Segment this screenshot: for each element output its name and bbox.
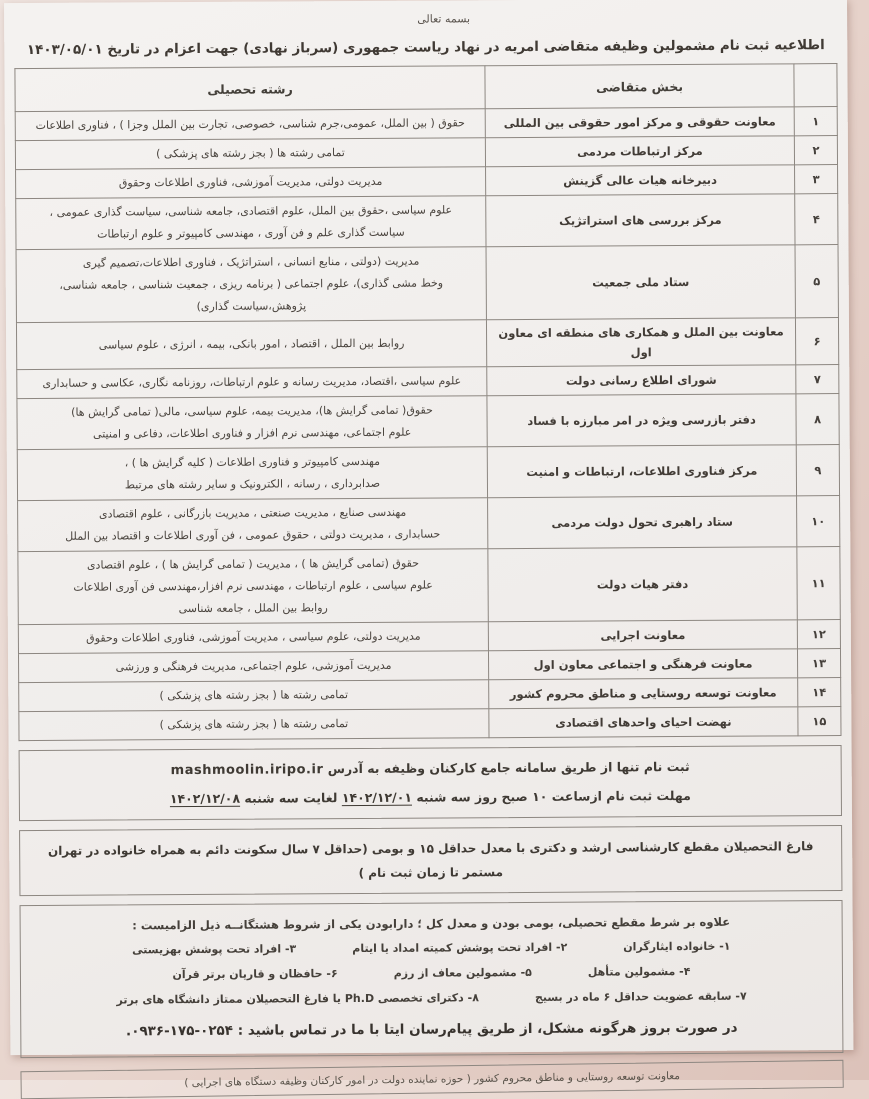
issuer-footer: معاونت توسعه روستایی و مناطق محروم کشور ( حوزه نماینده دولت در امور کارکنان وظیفه دستگاه های اجرایی ) [20, 1060, 843, 1099]
condition-item: ۱- خانواده ایثارگران [623, 939, 731, 954]
fields-cell: مدیریت دولتی، علوم سیاسی ، مدیریت آموزشی، فناوری اطلاعات وحقوق [18, 622, 488, 654]
table-row [18, 547, 840, 625]
condition-item: ۳- افراد تحت پوشش بهزیستی [132, 942, 297, 957]
conditions-heading: علاوه بر شرط مقطع تحصیلی، بومی بودن و معدل کل ؛ دارابودن یکی از شروط هشتگانــه ذیل الزامیست : [132, 914, 731, 933]
section-cell: دفتر هیات دولت [488, 547, 797, 622]
table-row [16, 194, 838, 250]
fields-cell: تمامی رشته ها ( بجز رشته های پزشکی ) [15, 138, 485, 170]
fields-cell: مدیریت دولتی، مدیریت آموزشی، فناوری اطلاعات وحقوق [16, 167, 486, 199]
eligibility-note-box [19, 825, 842, 896]
row-number-cell: ۱ [794, 107, 837, 136]
sections-table [14, 63, 841, 741]
fields-cell: مهندسی کامپیوتر و فناوری اطلاعات ( کلیه گرایش ها ) ، صدابرداری ، رسانه ، الکترونیک و سایر رشته های مرتبط [17, 447, 487, 501]
deadline-text-2: لغایت سه شنبه [244, 790, 338, 806]
contact-text: در صورت بروز هرگونه مشکل، از طریق پیام‌رسان ایتا با ما در تماس باشید : [237, 1019, 738, 1039]
section-cell: دبیرخانه هیات عالی گزینش [486, 165, 795, 196]
fields-cell: تمامی رشته ها ( بجز رشته های پزشکی ) [19, 709, 489, 741]
contact-line [29, 1012, 834, 1047]
condition-item: ۴- مشمولین متأهل [587, 964, 691, 979]
fields-cell: روابط بین الملل ، اقتصاد ، امور بانکی، بیمه ، انرژی ، علوم سیاسی [16, 320, 486, 370]
row-number-cell: ۱۰ [797, 496, 840, 547]
condition-item: ۷- سابقه عضویت حداقل ۶ ماه در بسیج [534, 989, 747, 1004]
fields-cell: علوم سیاسی ،حقوق بین الملل، علوم اقتصادی، جامعه شناسی، سیاست گذاری عمومی ، سیاست گذاری علم و فن آوری ، مهندسی کامپیوتر و علوم ارتباطات [16, 196, 486, 250]
page-title-text: اطلاعیه ثبت نام مشمولین وظیفه متقاضی امریه در نهاد ریاست جمهوری (سرباز نهادی) جهت اعزام در تاریخ [107, 37, 825, 58]
row-number-cell: ۷ [796, 365, 839, 394]
page-title-date: ۱۴۰۳/۰۵/۰۱ [26, 41, 103, 59]
fields-cell: حقوق (تمامی گرایش ها ) ، مدیریت ( تمامی گرایش ها ) ، علوم اقتصادی علوم سیاسی ، علوم ارتباطات ، مهندسی نرم افزار،مهندسی فن آوری اطلاعات روابط بین الملل ، جامعه شناسی [18, 549, 488, 625]
deadline-start-date: ۱۴۰۲/۱۲/۰۱ [341, 789, 413, 806]
registration-url: mashmoolin.iripo.ir [170, 762, 324, 779]
eligibility-text: فارغ التحصیلان مقطع کارشناسی ارشد و دکتری با معدل حداقل ۱۵ و بومی (حداقل ۷ سال سکونت دائم به همراه خانواده در تهران مستمر تا زمان ثبت نام ) [47, 839, 814, 880]
section-cell: مرکز بررسی های استراتژیک [486, 194, 795, 247]
column-header-row-number [794, 64, 837, 107]
section-cell: معاونت توسعه روستایی و مناطق محروم کشور [489, 678, 798, 709]
section-cell: معاونت بین الملل و همکاری های منطقه ای معاون اول [486, 318, 795, 367]
deadline-text-1: مهلت ثبت نام ازساعت ۱۰ صبح روز سه شنبه [416, 787, 691, 805]
section-cell: معاونت اجرایی [488, 620, 797, 651]
section-cell: ستاد ملی جمعیت [486, 245, 795, 320]
section-cell: مرکز ارتباطات مردمی [485, 136, 794, 167]
table-header-row [15, 64, 837, 112]
registration-url-prefix: ثبت نام تنها از طریق سامانه جامع کارکنان وظیفه به آدرس [327, 758, 690, 777]
section-cell: معاونت حقوقی و مرکز امور حقوقی بین المللی [485, 107, 794, 138]
contact-phone-number: ۰۹۳۶-۱۷۵-۰۲۵۴ [131, 1022, 234, 1040]
section-cell: نهضت احیای واحدهای اقتصادی [489, 707, 798, 738]
condition-item: ۲- افراد تحت پوشش کمیته امداد یا ایتام [352, 940, 568, 956]
table-row [16, 245, 838, 323]
fields-cell: حقوق ( بین الملل، عمومی،جرم شناسی، خصوصی، تجارت بین الملل وجزا ) ، فناوری اطلاعات [15, 109, 485, 141]
row-number-cell: ۴ [795, 194, 838, 245]
row-number-cell: ۳ [795, 165, 838, 194]
deadline-end-date: ۱۴۰۲/۱۲/۰۸ [169, 790, 241, 807]
fields-cell: مدیریت (دولتی ، منابع انسانی ، استراتژیک ، فناوری اطلاعات،تصمیم گیری وخط مشی گذاری)، علوم اجتماعی ( برنامه ریزی ، جمعیت شناسی ، جامعه شناسی، پژوهش،سیاست گذاری) [16, 247, 486, 323]
section-cell: دفتر بازرسی ویژه در امر مبارزه با فساد [487, 394, 796, 447]
conditions-row-3 [29, 983, 834, 1013]
row-number-cell: ۹ [796, 445, 839, 496]
section-cell: شورای اطلاع رسانی دولت [487, 365, 796, 396]
section-cell: مرکز فناوری اطلاعات، ارتباطات و امنیت [487, 445, 796, 498]
contact-period: . [125, 1023, 132, 1040]
section-cell: معاونت فرهنگی و اجتماعی معاون اول [488, 649, 797, 680]
table-body [15, 107, 841, 741]
condition-item: ۶- حافظان و قاریان برتر قرآن [172, 967, 338, 982]
conditions-box [20, 900, 844, 1058]
table-row [18, 496, 840, 552]
fields-cell: حقوق( تمامی گرایش ها)، مدیریت بیمه، علوم سیاسی، مالی( تمامی گرایش ها) علوم اجتماعی، مهندسی نرم افزار و فناوری اطلاعات، دفاعی و امنیتی [17, 396, 487, 450]
scanned-document-page [4, 0, 853, 1090]
bismillah-text: بسمه تعالی [417, 12, 471, 26]
conditions-row-1 [29, 933, 834, 963]
row-number-cell: ۱۳ [797, 649, 840, 678]
condition-item: ۸- دکترای تخصصی Ph.D یا فارغ التحصیلان ممتاز دانشگاه های برتر [116, 991, 479, 1007]
page-title [10, 37, 841, 58]
section-cell: ستاد راهبری تحول دولت مردمی [488, 496, 797, 549]
row-number-cell: ۶ [795, 318, 838, 365]
fields-cell: تمامی رشته ها ( بجز رشته های پزشکی ) [19, 680, 489, 712]
registration-note-box [19, 745, 842, 821]
condition-item: ۵- مشمولین معاف از رزم [393, 965, 532, 980]
row-number-cell: ۱۴ [798, 678, 841, 707]
row-number-cell: ۵ [795, 245, 838, 318]
fields-cell: مهندسی صنایع ، مدیریت صنعتی ، مدیریت بازرگانی ، علوم اقتصادی حسابداری ، مدیریت دولتی ، حقوق عمومی ، فن آوری اطلاعات و اقتصاد بین الملل [18, 498, 488, 552]
column-header-fields: رشته تحصیلی [15, 66, 485, 112]
row-number-cell: ۱۵ [798, 707, 841, 736]
table-row [16, 318, 838, 370]
row-number-cell: ۸ [796, 394, 839, 445]
fields-cell: علوم سیاسی ،اقتصاد، مدیریت رسانه و علوم ارتباطات، روزنامه نگاری، عکاسی و حسابداری [17, 367, 487, 399]
fields-cell: مدیریت آموزشی، علوم اجتماعی، مدیریت فرهنگی و ورزشی [18, 651, 488, 683]
table-row [17, 445, 839, 501]
column-header-section: بخش متقاضی [485, 64, 794, 109]
table-row [17, 394, 839, 450]
table-row [19, 707, 841, 741]
registration-deadline-line [30, 781, 831, 814]
row-number-cell: ۱۱ [797, 547, 840, 620]
row-number-cell: ۱۲ [797, 620, 840, 649]
row-number-cell: ۲ [794, 136, 837, 165]
